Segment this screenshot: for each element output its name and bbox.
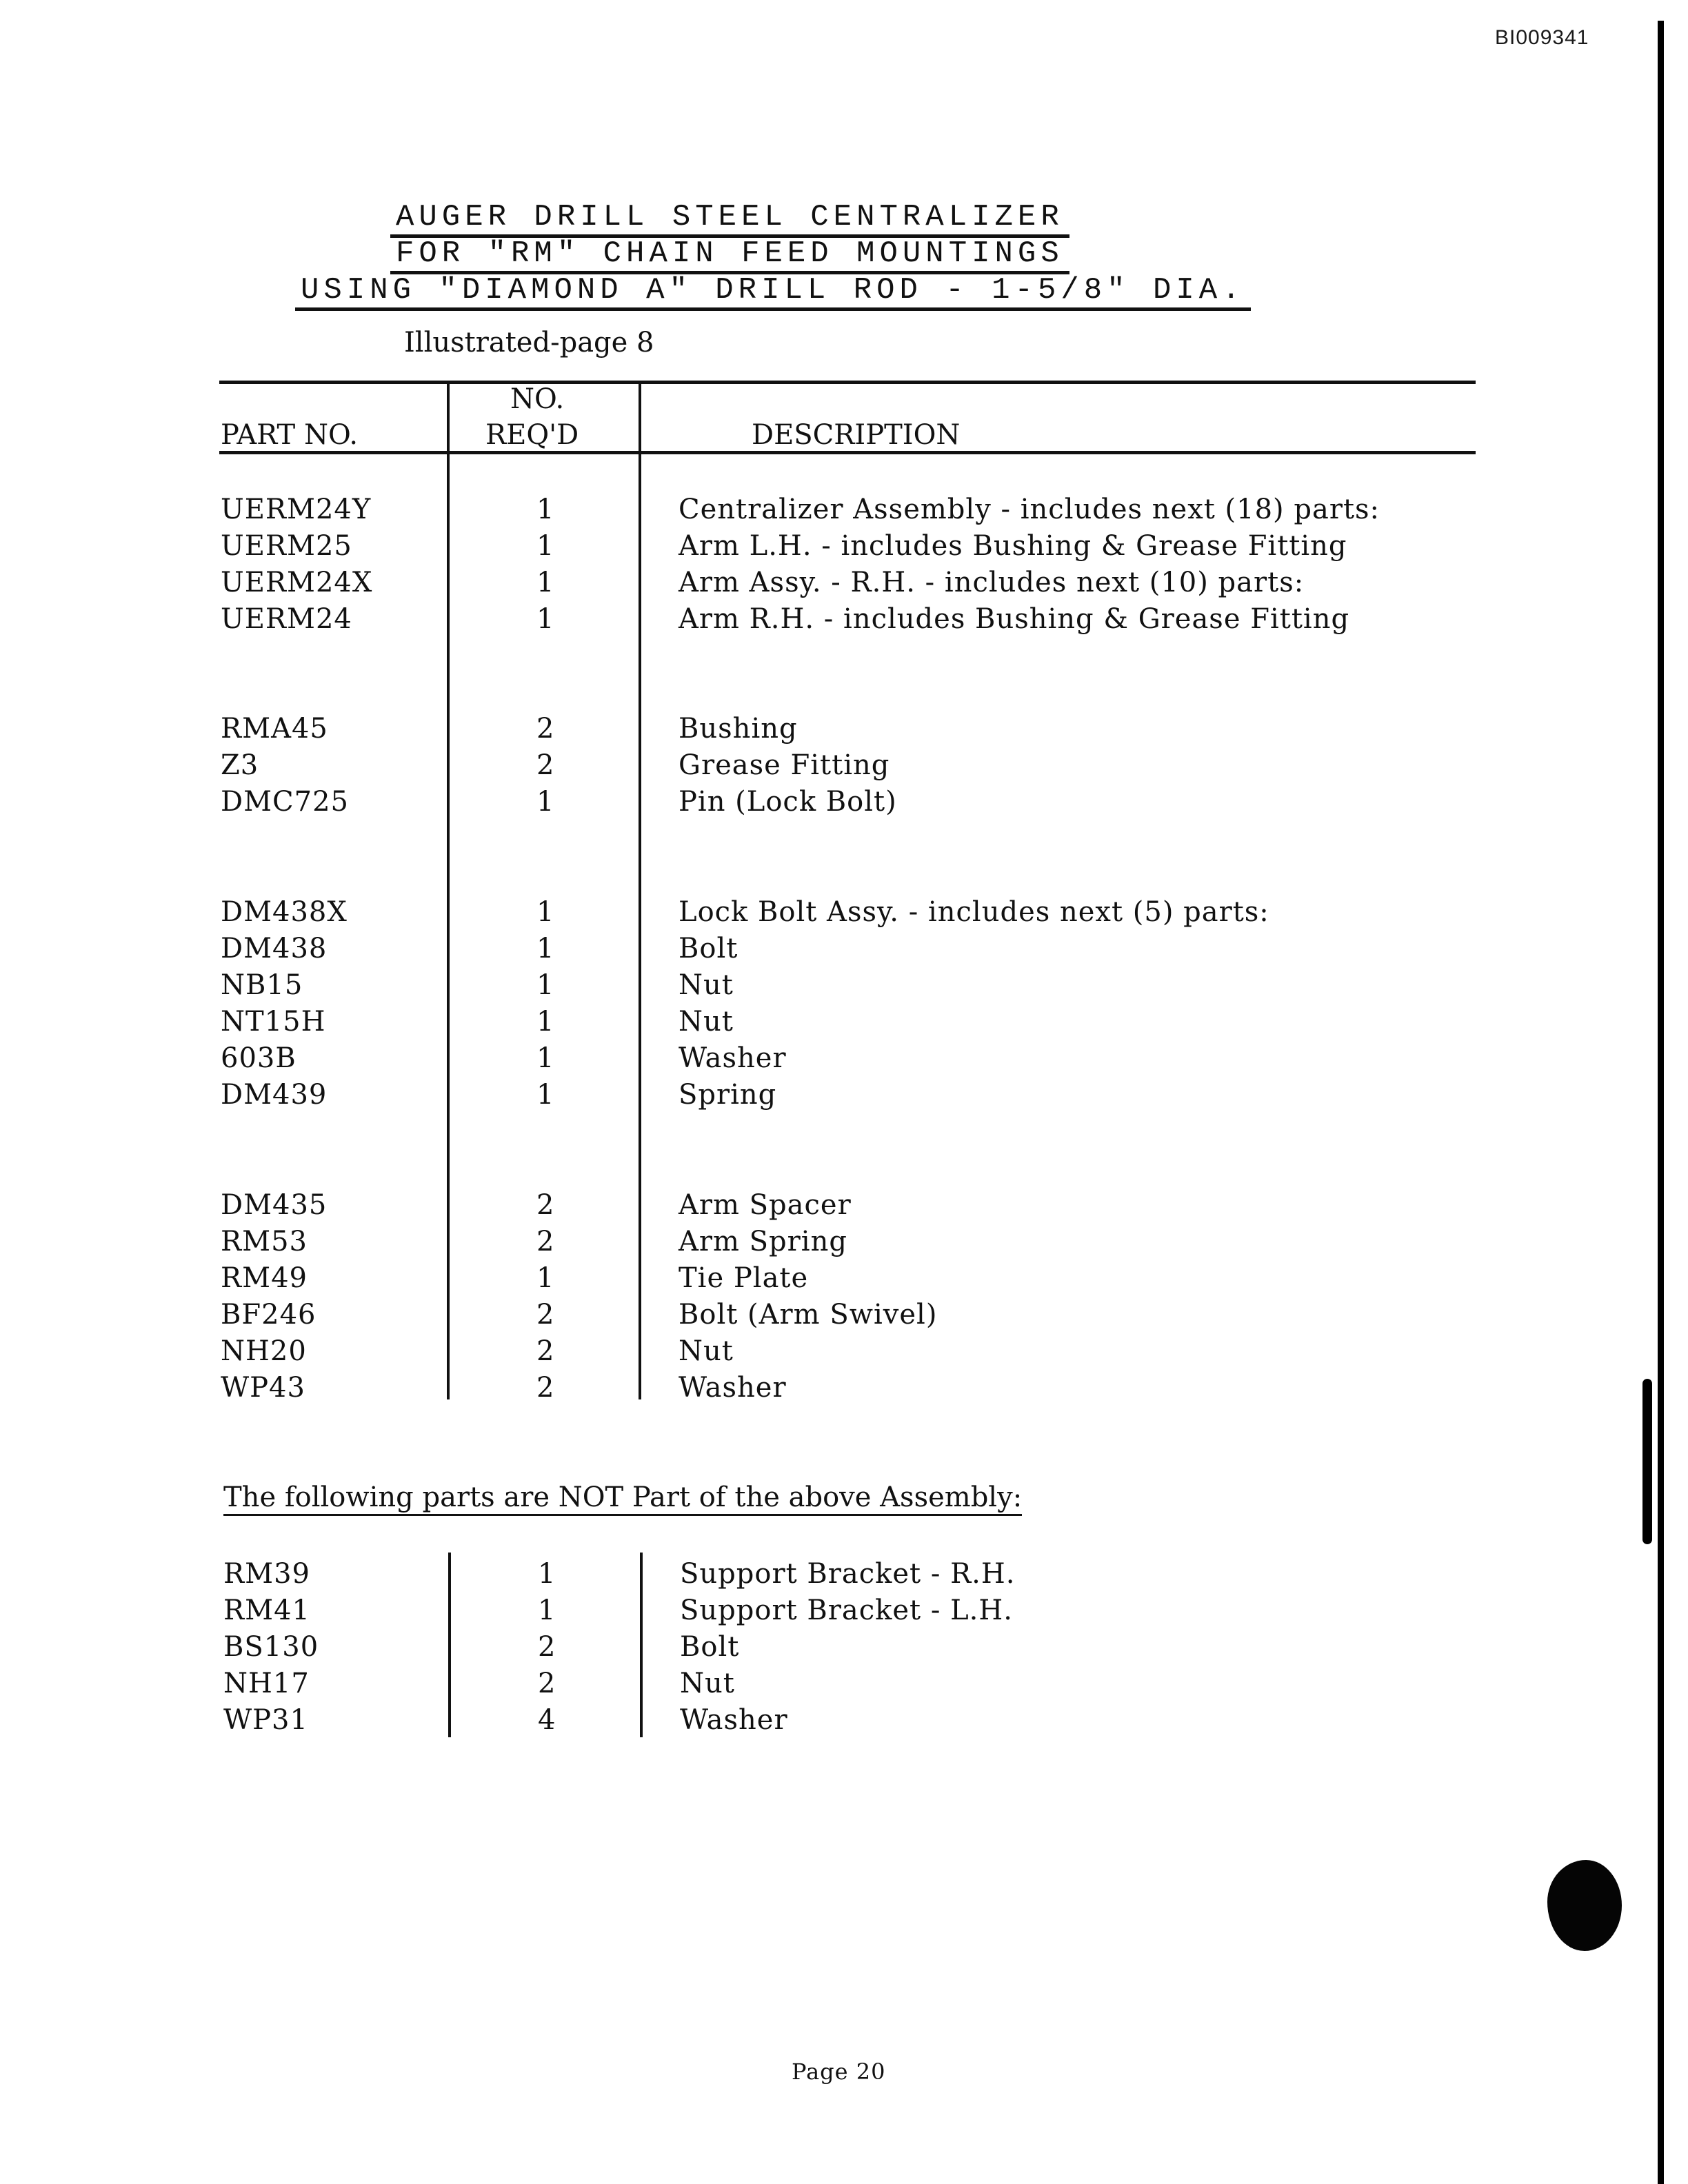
part-description: Arm Spacer	[679, 1189, 852, 1221]
header-reqd: REQ'D	[485, 419, 579, 451]
part-number: DMC725	[221, 786, 349, 818]
quantity-required: 1	[536, 603, 554, 635]
part-description: Centralizer Assembly - includes next (18) parts:	[679, 494, 1380, 525]
quantity-required: 2	[536, 749, 554, 781]
table-top-rule	[219, 381, 1476, 384]
document-id: BI009341	[1495, 26, 1589, 49]
header-description: DESCRIPTION	[752, 419, 961, 451]
part-description: Grease Fitting	[679, 749, 890, 781]
table-header-rule	[219, 451, 1476, 454]
part-description: Spring	[679, 1079, 777, 1111]
column-divider-right-2	[640, 1553, 643, 1737]
part-number: DM439	[221, 1079, 328, 1111]
column-divider-left	[447, 381, 450, 1399]
part-number: RM53	[221, 1226, 308, 1257]
part-number: UERM24Y	[221, 494, 372, 525]
quantity-required: 2	[538, 1631, 556, 1663]
title-line-2: FOR "RM" CHAIN FEED MOUNTINGS	[390, 236, 1069, 274]
quantity-required: 4	[538, 1704, 556, 1736]
part-number: Z3	[221, 749, 259, 781]
part-number: DM435	[221, 1189, 328, 1221]
quantity-required: 2	[538, 1668, 556, 1699]
part-number: DM438	[221, 933, 328, 964]
part-number: NT15H	[221, 1006, 326, 1038]
part-description: Bolt	[679, 933, 738, 964]
subtitle: Illustrated-page 8	[404, 327, 654, 358]
header-no: NO.	[510, 383, 565, 415]
quantity-required: 1	[536, 1042, 554, 1074]
part-description: Bolt	[680, 1631, 740, 1663]
column-divider-right	[639, 381, 641, 1399]
part-number: RM41	[223, 1595, 310, 1626]
quantity-required: 2	[536, 1226, 554, 1257]
part-description: Lock Bolt Assy. - includes next (5) parts:	[679, 896, 1269, 928]
part-number: UERM24X	[221, 567, 373, 598]
part-description: Nut	[679, 1006, 734, 1038]
part-number: WP31	[223, 1704, 308, 1736]
part-number: DM438X	[221, 896, 348, 928]
scan-margin-mark	[1642, 1379, 1652, 1544]
part-number: NB15	[221, 969, 303, 1001]
part-description: Washer	[679, 1372, 787, 1404]
title-line-1: AUGER DRILL STEEL CENTRALIZER	[390, 200, 1069, 238]
part-description: Nut	[680, 1668, 735, 1699]
quantity-required: 1	[536, 1006, 554, 1038]
part-description: Tie Plate	[679, 1262, 809, 1294]
part-description: Nut	[679, 1335, 734, 1367]
part-description: Washer	[680, 1704, 788, 1736]
part-number: WP43	[221, 1372, 305, 1404]
part-description: Arm Assy. - R.H. - includes next (10) parts:	[679, 567, 1305, 598]
part-description: Bushing	[679, 713, 798, 745]
quantity-required: 1	[536, 1079, 554, 1111]
part-description: Pin (Lock Bolt)	[679, 786, 897, 818]
quantity-required: 1	[536, 933, 554, 964]
quantity-required: 1	[536, 1262, 554, 1294]
quantity-required: 2	[536, 1372, 554, 1404]
part-description: Support Bracket - R.H.	[680, 1558, 1016, 1590]
title-line-3: USING "DIAMOND A" DRILL ROD - 1-5/8" DIA.	[295, 273, 1251, 311]
part-number: BF246	[221, 1299, 316, 1331]
quantity-required: 1	[538, 1595, 556, 1626]
not-part-note: The following parts are NOT Part of the above Assembly:	[223, 1481, 1022, 1516]
quantity-required: 2	[536, 1189, 554, 1221]
part-description: Arm R.H. - includes Bushing & Grease Fitting	[679, 603, 1350, 635]
quantity-required: 1	[536, 530, 554, 562]
part-number: RM49	[221, 1262, 308, 1294]
scan-ink-blot	[1547, 1860, 1622, 1951]
part-description: Arm Spring	[679, 1226, 847, 1257]
part-number: UERM24	[221, 603, 352, 635]
part-number: RMA45	[221, 713, 328, 745]
part-description: Nut	[679, 969, 734, 1001]
part-number: RM39	[223, 1558, 310, 1590]
part-description: Arm L.H. - includes Bushing & Grease Fitting	[679, 530, 1347, 562]
quantity-required: 1	[536, 494, 554, 525]
quantity-required: 1	[536, 567, 554, 598]
quantity-required: 2	[536, 1299, 554, 1331]
quantity-required: 2	[536, 713, 554, 745]
part-number: 603B	[221, 1042, 297, 1074]
scan-margin-bar	[1658, 21, 1664, 2184]
header-part-no: PART NO.	[221, 419, 359, 451]
part-description: Washer	[679, 1042, 787, 1074]
part-number: NH20	[221, 1335, 307, 1367]
page-number: Page 20	[792, 2059, 886, 2085]
part-description: Support Bracket - L.H.	[680, 1595, 1013, 1626]
quantity-required: 1	[538, 1558, 556, 1590]
quantity-required: 1	[536, 896, 554, 928]
part-number: UERM25	[221, 530, 352, 562]
part-description: Bolt (Arm Swivel)	[679, 1299, 938, 1331]
quantity-required: 1	[536, 786, 554, 818]
column-divider-left-2	[448, 1553, 451, 1737]
quantity-required: 1	[536, 969, 554, 1001]
part-number: NH17	[223, 1668, 310, 1699]
quantity-required: 2	[536, 1335, 554, 1367]
part-number: BS130	[223, 1631, 319, 1663]
